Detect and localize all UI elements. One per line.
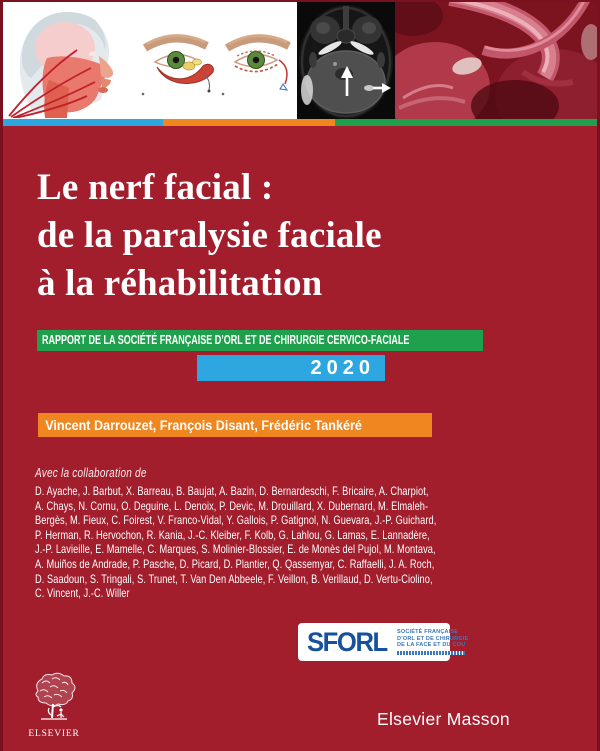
cover-image-strip bbox=[3, 2, 597, 119]
sforl-name-line1: SOCIÉTÉ FRANÇAISE bbox=[397, 629, 459, 636]
publisher-imprint: Elsevier Masson bbox=[377, 709, 510, 729]
axial-brain-mri-image bbox=[297, 2, 395, 119]
sforl-logo bbox=[298, 623, 469, 661]
elsevier-tree-icon bbox=[28, 671, 80, 723]
collaborators-line: C. Vincent, J.-C. Willer bbox=[35, 586, 130, 601]
orange-bar-segment bbox=[163, 119, 335, 126]
year-badge: 2020 bbox=[197, 355, 385, 381]
cover-left-border bbox=[0, 0, 3, 751]
facial-muscles-head-illustration bbox=[3, 4, 131, 118]
sforl-name-line2: D’ORL ET DE CHIRURGIE bbox=[397, 635, 469, 642]
report-banner bbox=[37, 330, 483, 351]
mri-panel bbox=[297, 2, 395, 119]
collaborators-line: D. Ayache, J. Barbut, X. Barreau, B. Baujat, A. Bazin, D. Bernardeschi, F. Bricaire, A. Charpiot, bbox=[35, 484, 429, 498]
collaborators-line: P. Herman, R. Hervochon, R. Kania, J.-C. Kleiber, F. Kolb, G. Lahlou, G. Lamas, E. Lannadère, bbox=[35, 527, 430, 542]
book-title-line3: à la réhabilitation bbox=[37, 263, 323, 304]
anatomy-illustration-panel bbox=[3, 2, 297, 119]
sforl-hatch-underline bbox=[397, 651, 465, 655]
book-title-line1: Le nerf facial : bbox=[37, 167, 274, 208]
collaborators-block bbox=[35, 465, 466, 601]
collaborators-line: J.-P. Lavieille, E. Mamelle, C. Marques, S. Molinier-Blossier, E. de Monès del Pujol, M. Montava, bbox=[35, 542, 436, 557]
collaborators-line: Bergès, M. Fieux, C. Foirest, V. Franco-Vidal, Y. Gallois, P. Gatignol, N. Guevara, J.-P. Guichard, bbox=[35, 513, 437, 528]
collaborators-line: A. Muiños de Andrade, P. Pasche, D. Picard, D. Plantier, Q. Qassemyar, C. Raffaelli, J. A. Roch, bbox=[35, 556, 435, 571]
collaborators-line: D. Saadoun, S. Tringali, S. Trunet, T. Van Den Abbeele, F. Veillon, B. Verillaud, D. Vertu-Ciolino, bbox=[35, 571, 433, 586]
book-title bbox=[37, 164, 382, 308]
tricolor-divider-bar bbox=[3, 119, 597, 126]
book-title-line2: de la paralysie faciale bbox=[37, 215, 382, 256]
eyelid-surgery-diagrams bbox=[131, 4, 297, 118]
elsevier-wordmark: ELSEVIER bbox=[28, 729, 80, 739]
authors-bar bbox=[38, 413, 432, 437]
elsevier-logo bbox=[28, 671, 80, 739]
collaborators-line: A. Chays, N. Cornu, O. Deguine, L. Denoix, P. Devic, M. Drouillard, X. Dubernard, M. Elmaleh- bbox=[35, 498, 429, 513]
authors-bar-label: Vincent Darrouzet, François Disant, Frédéric Tankéré bbox=[45, 417, 362, 433]
green-bar-segment bbox=[335, 119, 597, 126]
sforl-acronym: SFORL bbox=[307, 626, 387, 657]
sforl-name-line3: DE LA FACE ET DU COU bbox=[397, 642, 466, 649]
cover-top-border bbox=[0, 0, 600, 2]
sforl-society-name bbox=[397, 629, 468, 654]
report-banner-label: RAPPORT DE LA SOCIÉTÉ FRANÇAISE D’ORL ET DE CHIRURGIE CERVICO-FACIALE bbox=[42, 333, 410, 347]
collaboration-intro: Avec la collaboration de bbox=[35, 465, 147, 480]
blue-bar-segment bbox=[3, 119, 163, 126]
microsurgery-photo bbox=[395, 2, 597, 119]
surgery-photo-panel bbox=[395, 2, 597, 119]
